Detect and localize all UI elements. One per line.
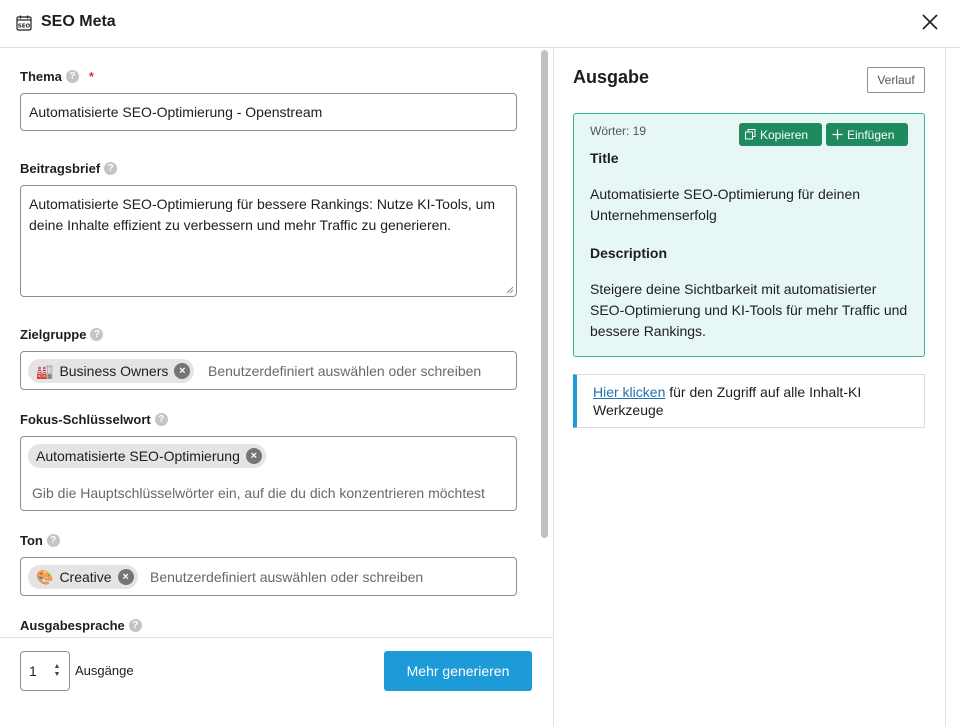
history-button[interactable]: Verlauf	[867, 67, 925, 93]
factory-icon: 🏭	[36, 362, 54, 379]
plus-icon	[832, 129, 843, 140]
tone-label: Ton	[20, 533, 43, 548]
audience-label-row	[20, 327, 103, 342]
language-label-row	[20, 618, 142, 633]
result-title-heading: Title	[590, 150, 619, 166]
topic-value: Automatisierte SEO-Optimierung - Openstream	[29, 104, 323, 120]
audience-placeholder: Benutzerdefiniert auswählen oder schreiben	[208, 363, 482, 379]
tone-chip	[28, 565, 138, 589]
output-count-stepper[interactable]	[20, 651, 70, 691]
brief-textarea[interactable]	[20, 185, 517, 297]
language-label: Ausgabesprache	[20, 618, 125, 633]
click-here-link[interactable]: Hier klicken	[593, 384, 666, 400]
result-description-text: Steigere deine Sichtbarkeit mit automatisierter SEO-Optimierung und KI-Tools für mehr Traffic und bessere Rankings.	[590, 281, 908, 339]
remove-chip-icon[interactable]: ×	[246, 448, 262, 464]
copy-icon	[745, 129, 756, 140]
form-scrollbar[interactable]	[539, 50, 549, 540]
tone-select[interactable]	[20, 557, 517, 596]
keyword-placeholder: Gib die Hauptschlüsselwörter ein, auf die du dich konzentrieren möchtest	[32, 485, 485, 501]
dialog-header	[0, 0, 960, 48]
remove-chip-icon[interactable]: ×	[174, 363, 190, 379]
help-icon[interactable]: ?	[129, 619, 142, 632]
brief-value: Automatisierte SEO-Optimierung für bessere Rankings: Nutze KI-Tools, um deine Inhalte effizient zu verbessern und mehr Traffic zu generieren.	[29, 196, 496, 233]
tone-chip-label: Creative	[59, 569, 112, 585]
result-card	[573, 113, 925, 357]
outputs-label: Ausgänge	[75, 663, 134, 678]
close-icon[interactable]	[918, 10, 942, 34]
keyword-select[interactable]	[20, 436, 517, 511]
audience-chip	[28, 359, 194, 383]
topic-label-row	[20, 69, 94, 84]
insert-label: Einfügen	[847, 127, 895, 142]
keyword-chip-label: Automatisierte SEO-Optimierung	[36, 448, 240, 464]
remove-chip-icon[interactable]: ×	[118, 569, 134, 585]
output-scrollbar[interactable]	[945, 48, 960, 726]
copy-label: Kopieren	[760, 127, 809, 142]
output-title: Ausgabe	[573, 67, 650, 87]
audience-chip-label: Business Owners	[59, 363, 169, 379]
help-icon[interactable]: ?	[90, 328, 103, 341]
help-icon[interactable]: ?	[66, 70, 79, 83]
seo-calendar-icon	[16, 15, 32, 31]
keyword-chip	[28, 444, 266, 468]
copy-button[interactable]	[739, 123, 822, 146]
help-icon[interactable]: ?	[47, 534, 60, 547]
stepper-arrows-icon[interactable]: ▲ ▼	[53, 663, 61, 678]
scrollbar-thumb[interactable]	[541, 50, 548, 538]
form-footer	[0, 637, 553, 726]
palette-icon: 🎨	[36, 568, 54, 585]
resize-handle-icon[interactable]	[506, 286, 514, 294]
upgrade-notice	[573, 374, 925, 428]
dialog-title: SEO Meta	[41, 13, 116, 30]
insert-button[interactable]	[826, 123, 908, 146]
generate-more-button[interactable]: Mehr generieren	[384, 651, 532, 691]
tone-placeholder: Benutzerdefiniert auswählen oder schreiben	[150, 569, 424, 585]
tone-label-row	[20, 533, 60, 548]
brief-label: Beitragsbrief	[20, 161, 101, 176]
word-count: Wörter: 19	[590, 124, 647, 138]
audience-label: Zielgruppe	[20, 327, 87, 342]
topic-input[interactable]	[20, 93, 517, 131]
keyword-label-row	[20, 412, 168, 427]
audience-select[interactable]	[20, 351, 517, 390]
brief-label-row	[20, 161, 117, 176]
keyword-label: Fokus-Schlüsselwort	[20, 412, 151, 427]
topic-label: Thema	[20, 69, 62, 84]
help-icon[interactable]: ?	[155, 413, 168, 426]
svg-text:SEO: SEO	[17, 23, 31, 30]
required-marker: *	[88, 69, 94, 84]
output-count-value: 1	[29, 663, 37, 679]
notice-text: für den Zugriff auf alle Inhalt-KI Werkzeuge	[593, 384, 862, 418]
help-icon[interactable]: ?	[104, 162, 117, 175]
result-title-text: Automatisierte SEO-Optimierung für deinen Unternehmenserfolg	[590, 186, 861, 223]
result-description-heading: Description	[590, 245, 668, 261]
